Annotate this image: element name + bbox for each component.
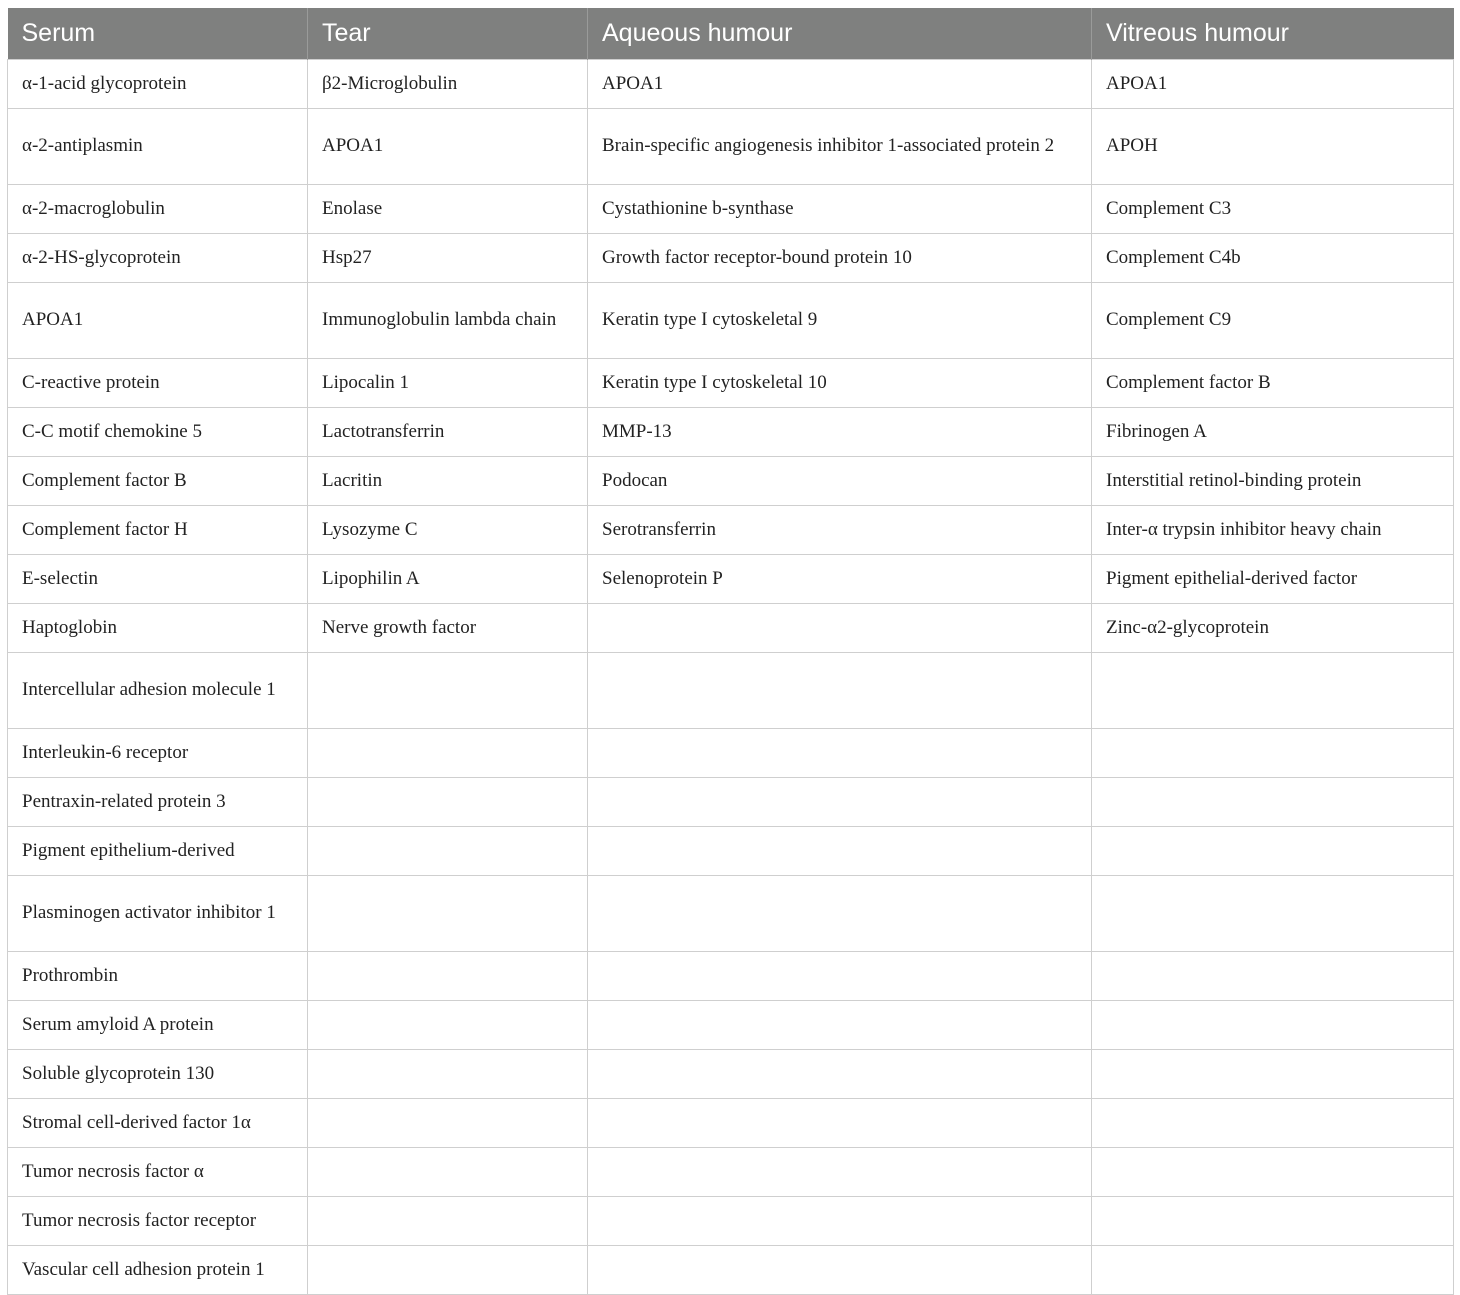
cell-vitreous (1092, 1098, 1454, 1147)
cell-tear: APOA1 (308, 108, 588, 184)
cell-tear: Hsp27 (308, 233, 588, 282)
cell-tear: Enolase (308, 184, 588, 233)
cell-serum: Plasminogen activator inhibitor 1 (8, 875, 308, 951)
cell-serum: Interleukin-6 receptor (8, 728, 308, 777)
cell-vitreous: Interstitial retinol-binding protein (1092, 456, 1454, 505)
protein-table (7, 8, 1454, 1295)
cell-aqueous (588, 826, 1092, 875)
table-row (8, 108, 1454, 184)
cell-tear (308, 1147, 588, 1196)
table-row (8, 1245, 1454, 1294)
cell-aqueous: Podocan (588, 456, 1092, 505)
cell-serum: Complement factor B (8, 456, 308, 505)
cell-tear (308, 1245, 588, 1294)
cell-vitreous (1092, 1000, 1454, 1049)
table-body (8, 59, 1454, 1294)
cell-aqueous: Serotransferrin (588, 505, 1092, 554)
header-serum: Serum (8, 8, 308, 59)
cell-vitreous (1092, 1196, 1454, 1245)
cell-vitreous: Fibrinogen A (1092, 407, 1454, 456)
cell-aqueous: Brain-specific angiogenesis inhibitor 1-associated protein 2 (588, 108, 1092, 184)
cell-vitreous: Zinc-α2-glycoprotein (1092, 603, 1454, 652)
cell-serum: Tumor necrosis factor receptor (8, 1196, 308, 1245)
table-row (8, 407, 1454, 456)
cell-tear: Lipocalin 1 (308, 358, 588, 407)
cell-serum: Soluble glycoprotein 130 (8, 1049, 308, 1098)
cell-serum: Prothrombin (8, 951, 308, 1000)
cell-tear: Lactotransferrin (308, 407, 588, 456)
cell-tear: β2-Microglobulin (308, 59, 588, 108)
cell-vitreous (1092, 875, 1454, 951)
cell-serum: Vascular cell adhesion protein 1 (8, 1245, 308, 1294)
table-row (8, 554, 1454, 603)
cell-aqueous (588, 951, 1092, 1000)
cell-serum: Tumor necrosis factor α (8, 1147, 308, 1196)
table-row (8, 1000, 1454, 1049)
table-row (8, 505, 1454, 554)
cell-serum: α-2-macroglobulin (8, 184, 308, 233)
cell-aqueous (588, 1147, 1092, 1196)
cell-serum: Stromal cell-derived factor 1α (8, 1098, 308, 1147)
table-row (8, 282, 1454, 358)
cell-serum: α-2-HS-glycoprotein (8, 233, 308, 282)
cell-aqueous (588, 875, 1092, 951)
table-row (8, 1049, 1454, 1098)
cell-serum: Intercellular adhesion molecule 1 (8, 652, 308, 728)
cell-vitreous (1092, 652, 1454, 728)
table-row (8, 1098, 1454, 1147)
table-row (8, 59, 1454, 108)
cell-vitreous (1092, 1049, 1454, 1098)
cell-vitreous (1092, 1245, 1454, 1294)
cell-aqueous (588, 1049, 1092, 1098)
header-aqueous-humour: Aqueous humour (588, 8, 1092, 59)
cell-aqueous (588, 1245, 1092, 1294)
cell-vitreous: APOA1 (1092, 59, 1454, 108)
cell-tear (308, 1196, 588, 1245)
cell-aqueous (588, 1000, 1092, 1049)
table-row (8, 728, 1454, 777)
cell-tear (308, 1098, 588, 1147)
table-header (8, 8, 1454, 59)
table-row (8, 603, 1454, 652)
cell-vitreous (1092, 826, 1454, 875)
cell-vitreous (1092, 728, 1454, 777)
cell-aqueous: MMP-13 (588, 407, 1092, 456)
cell-aqueous (588, 1196, 1092, 1245)
cell-aqueous: Growth factor receptor-bound protein 10 (588, 233, 1092, 282)
table-row (8, 951, 1454, 1000)
cell-serum: C-reactive protein (8, 358, 308, 407)
cell-aqueous: Selenoprotein P (588, 554, 1092, 603)
header-row (8, 8, 1454, 59)
header-vitreous-humour: Vitreous humour (1092, 8, 1454, 59)
cell-serum: Pentraxin-related protein 3 (8, 777, 308, 826)
cell-vitreous: Complement C3 (1092, 184, 1454, 233)
cell-serum: Serum amyloid A protein (8, 1000, 308, 1049)
protein-table-container (7, 8, 1453, 1295)
cell-vitreous: Pigment epithelial-derived factor (1092, 554, 1454, 603)
cell-tear: Lipophilin A (308, 554, 588, 603)
cell-serum: α-1-acid glycoprotein (8, 59, 308, 108)
cell-tear: Lacritin (308, 456, 588, 505)
cell-serum: Pigment epithelium-derived (8, 826, 308, 875)
table-row (8, 652, 1454, 728)
table-row (8, 1196, 1454, 1245)
cell-aqueous (588, 652, 1092, 728)
cell-tear: Lysozyme C (308, 505, 588, 554)
cell-aqueous: APOA1 (588, 59, 1092, 108)
table-row (8, 1147, 1454, 1196)
cell-tear (308, 652, 588, 728)
table-row (8, 826, 1454, 875)
cell-aqueous (588, 728, 1092, 777)
cell-aqueous: Keratin type I cytoskeletal 9 (588, 282, 1092, 358)
cell-tear (308, 1000, 588, 1049)
cell-tear (308, 951, 588, 1000)
cell-aqueous (588, 1098, 1092, 1147)
cell-tear (308, 777, 588, 826)
cell-tear (308, 826, 588, 875)
table-row (8, 456, 1454, 505)
cell-serum: Complement factor H (8, 505, 308, 554)
table-row (8, 777, 1454, 826)
cell-serum: APOA1 (8, 282, 308, 358)
table-row (8, 233, 1454, 282)
cell-tear: Immunoglobulin lambda chain (308, 282, 588, 358)
cell-vitreous: Complement C4b (1092, 233, 1454, 282)
cell-tear (308, 875, 588, 951)
table-row (8, 184, 1454, 233)
header-tear: Tear (308, 8, 588, 59)
cell-aqueous: Cystathionine b-synthase (588, 184, 1092, 233)
cell-tear: Nerve growth factor (308, 603, 588, 652)
table-row (8, 358, 1454, 407)
cell-vitreous: Complement C9 (1092, 282, 1454, 358)
cell-tear (308, 1049, 588, 1098)
table-row (8, 875, 1454, 951)
cell-vitreous (1092, 777, 1454, 826)
cell-vitreous (1092, 951, 1454, 1000)
cell-vitreous: Complement factor B (1092, 358, 1454, 407)
cell-serum: α-2-antiplasmin (8, 108, 308, 184)
cell-serum: E-selectin (8, 554, 308, 603)
cell-serum: Haptoglobin (8, 603, 308, 652)
cell-aqueous: Keratin type I cytoskeletal 10 (588, 358, 1092, 407)
cell-vitreous: APOH (1092, 108, 1454, 184)
cell-vitreous: Inter-α trypsin inhibitor heavy chain (1092, 505, 1454, 554)
cell-aqueous (588, 777, 1092, 826)
cell-serum: C-C motif chemokine 5 (8, 407, 308, 456)
cell-vitreous (1092, 1147, 1454, 1196)
cell-aqueous (588, 603, 1092, 652)
cell-tear (308, 728, 588, 777)
